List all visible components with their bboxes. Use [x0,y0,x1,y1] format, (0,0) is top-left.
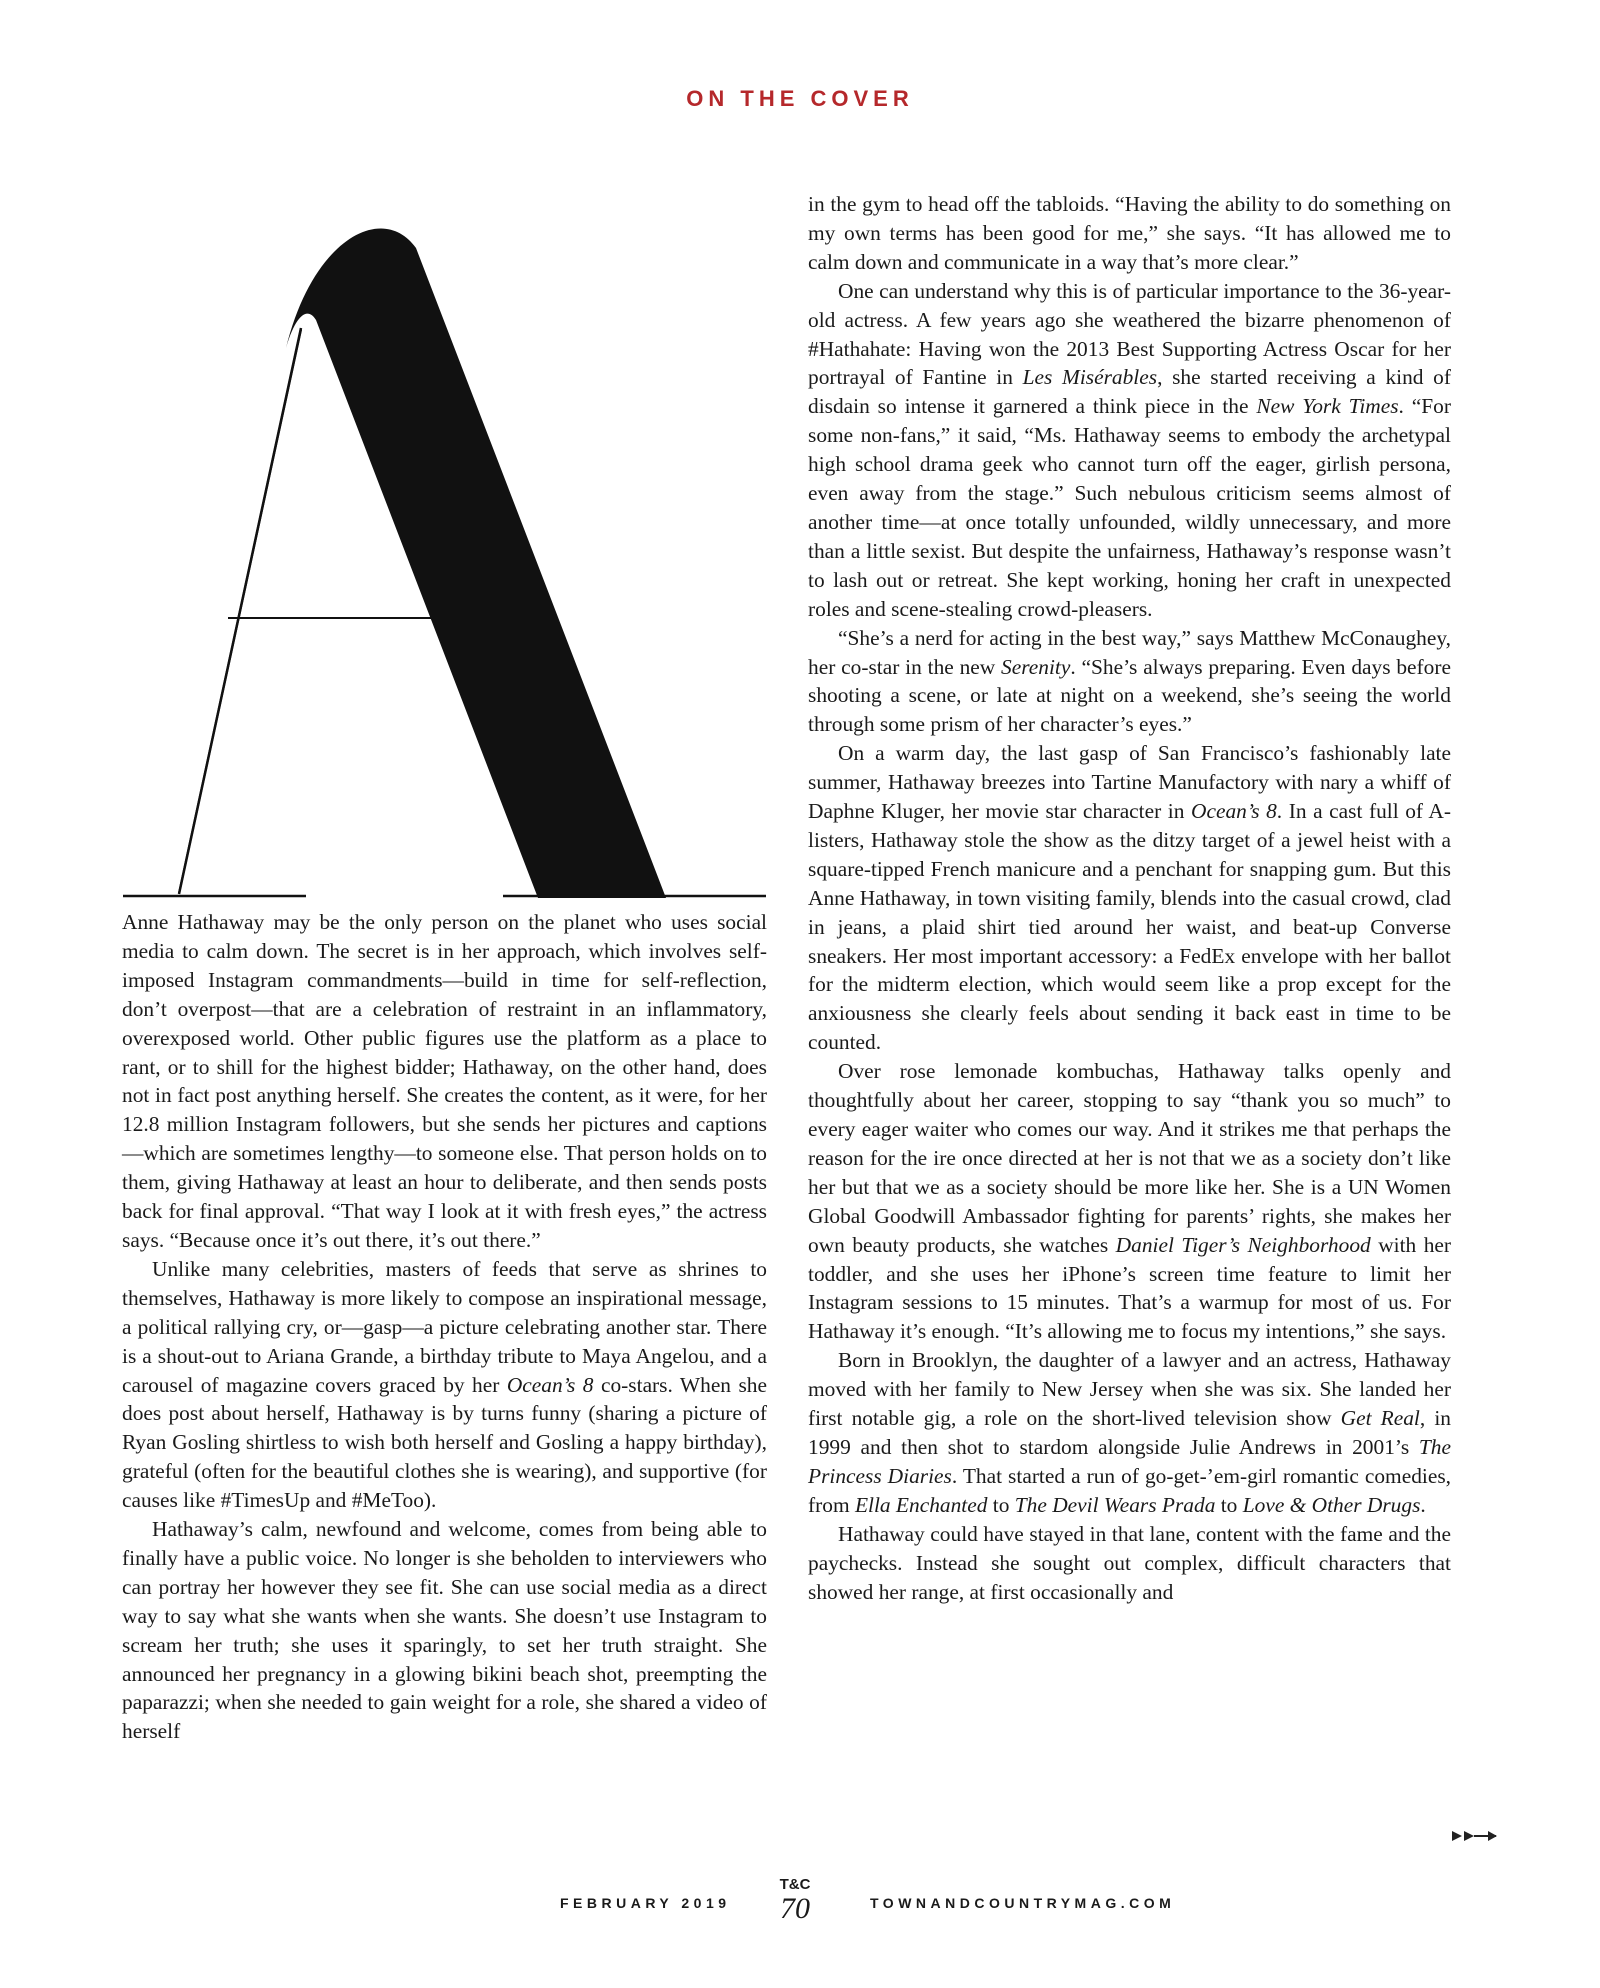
paragraph: “She’s a nerd for acting in the best way,” says Matthew McConaughey, her co-star in the new Serenity. “She’s always preparing. Even days before shooting a scene, or late at night on a weekend, she’s seeing the world through some prism of her character’s eyes.” [808,625,1451,737]
continue-arrow-icon [1452,1829,1498,1843]
paragraph: Hathaway’s calm, newfound and welcome, comes from being able to finally have a public voice. No longer is she beholden to interviewers who can portray her however they see fit. She can use social media as a direct way to say what she wants when she wants. She doesn’t use Instagram to scream her truth; she uses it sparingly, to set her truth straight. She announced her pregnancy in a glowing bikini beach shot, preempting the paparazzi; when she needed to gain weight for a role, she shared a video of herself [122,1517,767,1744]
section-label: ON THE COVER [686,86,914,111]
paragraph: Born in Brooklyn, the daughter of a lawyer and an actress, Hathaway moved with her family to New Jersey when she was six. She landed her first notable gig, a role on the short-lived television show Get Real, in 1999 and then shot to stardom alongside Julie Andrews in 2001’s The Princess Diaries. That started a run of go-get-’em-girl romantic comedies, from Ella Enchanted to The Devil Wears Prada to Love & Other Drugs. [808,1348,1451,1517]
paragraph: Hathaway could have stayed in that lane, content with the fame and the paychecks. Instead she sought out complex, difficult characters that showed her range, at first occasionally and [808,1521,1451,1604]
issue-date: FEBRUARY 2019 [560,1895,731,1911]
page-number: 70 [780,1892,810,1925]
website: TOWNANDCOUNTRYMAG.COM [870,1895,1176,1911]
article-left-column [122,908,767,1746]
article-right-column [808,190,1451,1606]
paragraph: On a warm day, the last gasp of San Francisco’s fashionably late summer, Hathaway breezes into Tartine Manufactory with nary a whiff of Daphne Kluger, her movie star character in Ocean’s 8. In a cast full of A-listers, Hathaway stole the show as the ditzy target of a jewel heist with a square-tipped French manicure and a penchant for snapping gum. But this Anne Hathaway, in town visiting family, blends into the casual crowd, clad in jeans, a plaid shirt tied around her waist, and beat-up Converse sneakers. Her most important accessory: a FedEx envelope with her ballot for the midterm election, which would seem like a prop except for the anxiousness she clearly feels about sending it back east in time to be counted. [808,741,1451,1055]
paragraph: One can understand why this is of particular importance to the 36-year-old actress. A few years ago she weathered the bizarre phenomenon of #Hathahate: Having won the 2013 Best Supporting Actress Oscar for her portrayal of Fantine in Les Misérables, she started receiving a kind of disdain so intense it garnered a think piece in the New York Times. “For some non-fans,” it said, “Ms. Hathaway seems to embody the archetypal high school drama geek who cannot turn off the eager, girlish persona, even away from the stage.” Such nebulous criticism seems almost of another time—at once totally unfounded, wildly unnecessary, and more than a little sexist. But despite the unfairness, Hathaway’s response wasn’t to lash out or retreat. She kept working, honing her craft in unexpected roles and scene-stealing crowd-pleasers. [808,278,1452,621]
paragraph: Anne Hathaway may be the only person on the planet who uses social media to calm down. The secret is in her approach, which involves self-imposed Instagram commandments—build in time for self-reflection, don’t overpost—that are a celebration of restraint in an inflammatory, overexposed world. Other public figures use the platform as a place to rant, or to shill for the highest bidder; Hathaway, on the other hand, does not in fact post anything herself. She creates the content, as it were, for her 12.8 million Instagram followers, but she sends her pictures and captions—which are sometimes lengthy—to someone else. That person holds on to them, giving Hathaway at least an hour to deliberate, and then sends posts back for final approval. “That way I look at it with fresh eyes,” the actress says. “Because once it’s out there, it’s out there.” [122,910,767,1252]
paragraph: in the gym to head off the tabloids. “Having the ability to do something on my own terms has been good for me,” she says. “It has allowed me to calm down and communicate in a way that’s more clear.” [808,192,1451,274]
paragraph: Unlike many celebrities, masters of feeds that serve as shrines to themselves, Hathaway is more likely to compose an inspirational message, a political rallying cry, or—gasp—a picture celebrating another star. There is a shout-out to Ariana Grande, a birthday tribute to Maya Angelou, and a carousel of magazine covers graced by her Ocean’s 8 co-stars. When she does post about herself, Hathaway is by turns funny (sharing a picture of Ryan Gosling shirtless to wish both herself and Gosling a happy birthday), grateful (often for the beautiful clothes she is wearing), and supportive (for causes like #TimesUp and #MeToo). [122,1256,767,1513]
brand-mark: T&C [779,1876,811,1893]
paragraph: Over rose lemonade kombuchas, Hathaway talks openly and thoughtfully about her career, stopping to say “thank you so much” to every eager waiter who comes our way. And it strikes me that perhaps the reason for the ire once directed at her is not that we as a society don’t like her but that we as a society should be more like her. She is a UN Women Global Goodwill Ambassador fighting for parents’ rights, she makes her own beauty products, she watches Daniel Tiger’s Neighborhood with her toddler, and she uses her iPhone’s screen time feature to limit her Instagram sessions to 15 minutes. That’s a warmup for most of us. For Hathaway it’s enough. “It’s allowing me to focus my intentions,” she says. [808,1059,1452,1344]
dropcap-letter-a [118,208,768,898]
